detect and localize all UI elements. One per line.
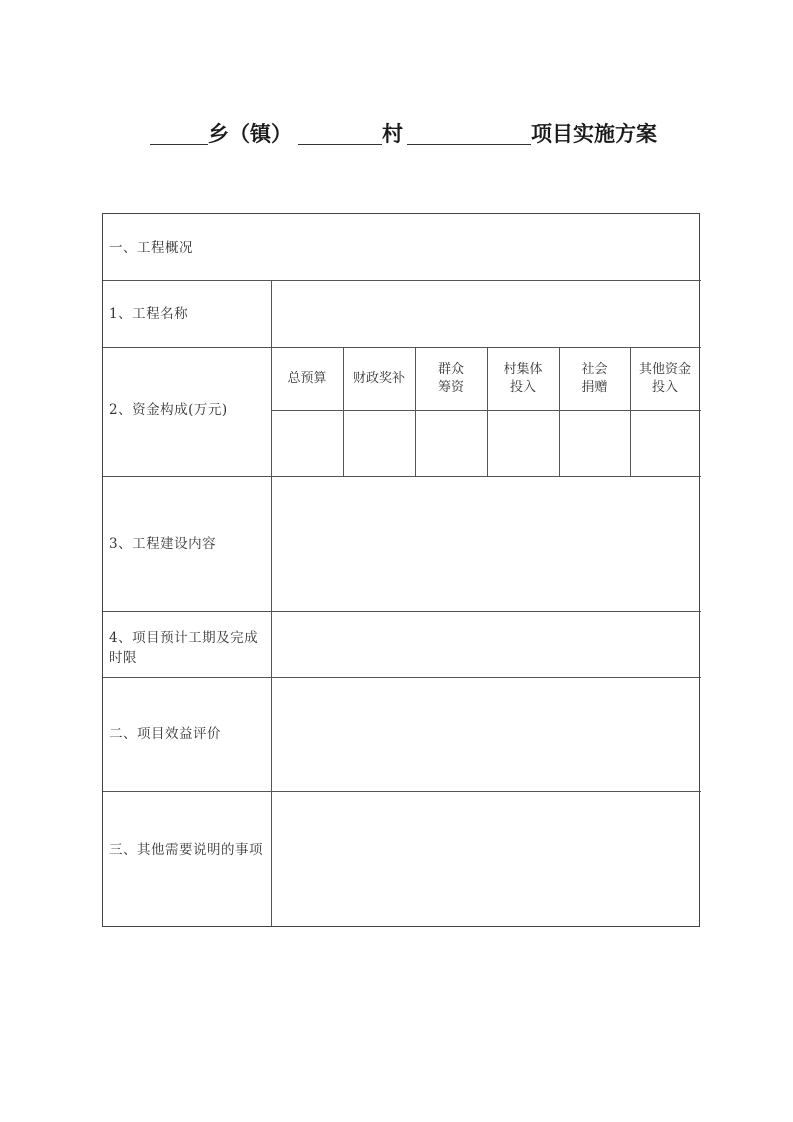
village-collective-field[interactable] — [488, 411, 559, 476]
construction-content-label: 3、工程建设内容 — [109, 536, 217, 552]
project-form-table — [102, 213, 700, 927]
benefit-evaluation-field[interactable] — [272, 678, 700, 791]
public-raised-field[interactable] — [416, 411, 487, 476]
other-notes-field[interactable] — [272, 792, 700, 925]
funds-header-total-budget: 总预算 — [287, 370, 327, 386]
section-overview-label: 一、工程概况 — [109, 240, 193, 256]
funds-header-other-funds: 其他资金 投入 — [638, 361, 691, 395]
other-funds-field[interactable] — [631, 411, 700, 476]
title-village-label: 村 — [382, 122, 403, 146]
benefit-evaluation-label: 二、项目效益评价 — [109, 726, 221, 742]
funding-structure-label: 2、资金构成(万元) — [109, 402, 228, 418]
project-period-label: 4、项目预计工期及完成时限 — [109, 630, 259, 666]
project-name-label: 1、工程名称 — [109, 306, 189, 322]
social-donation-field[interactable] — [560, 411, 630, 476]
funds-header-social-donation: 社会 捐赠 — [581, 361, 608, 395]
village-blank[interactable] — [298, 122, 382, 145]
funds-header-fiscal-subsidy: 财政奖补 — [352, 370, 405, 386]
other-notes-label: 三、其他需要说明的事项 — [109, 842, 263, 858]
title-township-label: 乡（镇） — [208, 122, 292, 146]
fiscal-subsidy-field[interactable] — [344, 411, 415, 476]
title-plan-label: 项目实施方案 — [531, 122, 657, 146]
project-period-field[interactable] — [272, 612, 700, 677]
funds-header-public-raised: 群众 筹资 — [437, 361, 464, 395]
funds-header-village-collective: 村集体 投入 — [503, 361, 543, 395]
project-blank[interactable] — [407, 122, 531, 145]
construction-content-field[interactable] — [272, 477, 700, 611]
project-name-field[interactable] — [272, 281, 700, 347]
total-budget-field[interactable] — [272, 411, 343, 476]
page-title — [0, 118, 793, 148]
township-blank[interactable] — [150, 122, 208, 145]
